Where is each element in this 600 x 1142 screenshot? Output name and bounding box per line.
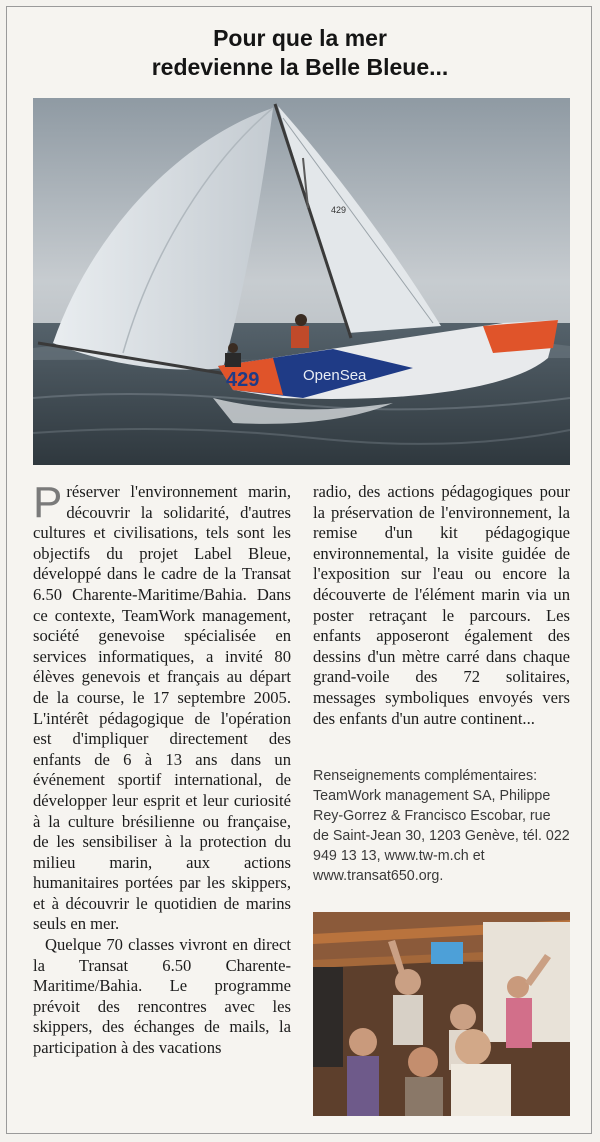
article-column-right xyxy=(313,482,570,729)
title-line-1: Pour que la mer xyxy=(213,25,387,51)
article-paragraph-2-continued: radio, des actions pédagogiques pour la préservation de l'environnement, la remise d'un kit pédagogique environnemental, la visite guidée de l'exposition sur l'eau ou encore la découverte de l'élément marin via un poster retraçant le parcours. Les enfants apposeront également des dessins d'un mètre carré dans chaque grand-voile des 72 solitaires, messages symboliques envoyés vers des enfants d'un autre continent... xyxy=(313,482,570,728)
article-column-left xyxy=(33,478,291,1059)
article-title xyxy=(0,24,600,82)
article-paragraph-1 xyxy=(33,478,291,935)
info-box xyxy=(313,766,570,886)
sailboat-illustration xyxy=(33,98,570,465)
sail-number-text: 429 xyxy=(331,205,347,215)
paragraph-1-text: réserver l'environnement marin, découvrir la solidarité, d'autres cultures et civilisations, tels sont les objectifs du projet Label Bleue, développé dans le cadre de la Transat 6.50 Charente-Maritime/Bahia. Dans ce contexte, TeamWork management, société genevoise spécialisée en services informatiques, a invité 80 élèves genevois et français au départ de la course, le 17 septembre 2005. L'intérêt pédagogique de l'opération est d'impliquer directement des enfants de 6 à 13 ans dans un événement sportif international, de développer leur esprit et leur curiosité à la culture brésilienne ou française, de les sensibiliser à la protection du milieu marin, aux actions humanitaires portées par les skippers, et à découvrir le quotidien de marins seuls en mer. xyxy=(33,482,291,934)
children-illustration xyxy=(313,912,570,1116)
children-photo xyxy=(313,912,570,1116)
sailboat-photo xyxy=(33,98,570,465)
drop-cap: P xyxy=(33,478,63,527)
info-text: Renseignements complémentaires: TeamWork management SA, Philippe Rey-Gorrez & Francisco Escobar, rue de Saint-Jean 30, 1203 Genève, tél. 022 949 13 13, www.tw-m.ch et www.transat650.org. xyxy=(313,768,570,884)
title-line-2: redevienne la Belle Bleue... xyxy=(151,54,449,80)
hull-sponsor-text: OpenSea xyxy=(303,367,367,384)
hull-number-text: 429 xyxy=(226,369,260,391)
article-paragraph-2: Quelque 70 classes vivront en direct la Transat 6.50 Charente-Maritime/Bahia. Le programme prévoit des rencontres avec les skippers, des échanges de mails, la participation à des vacations xyxy=(33,935,291,1058)
